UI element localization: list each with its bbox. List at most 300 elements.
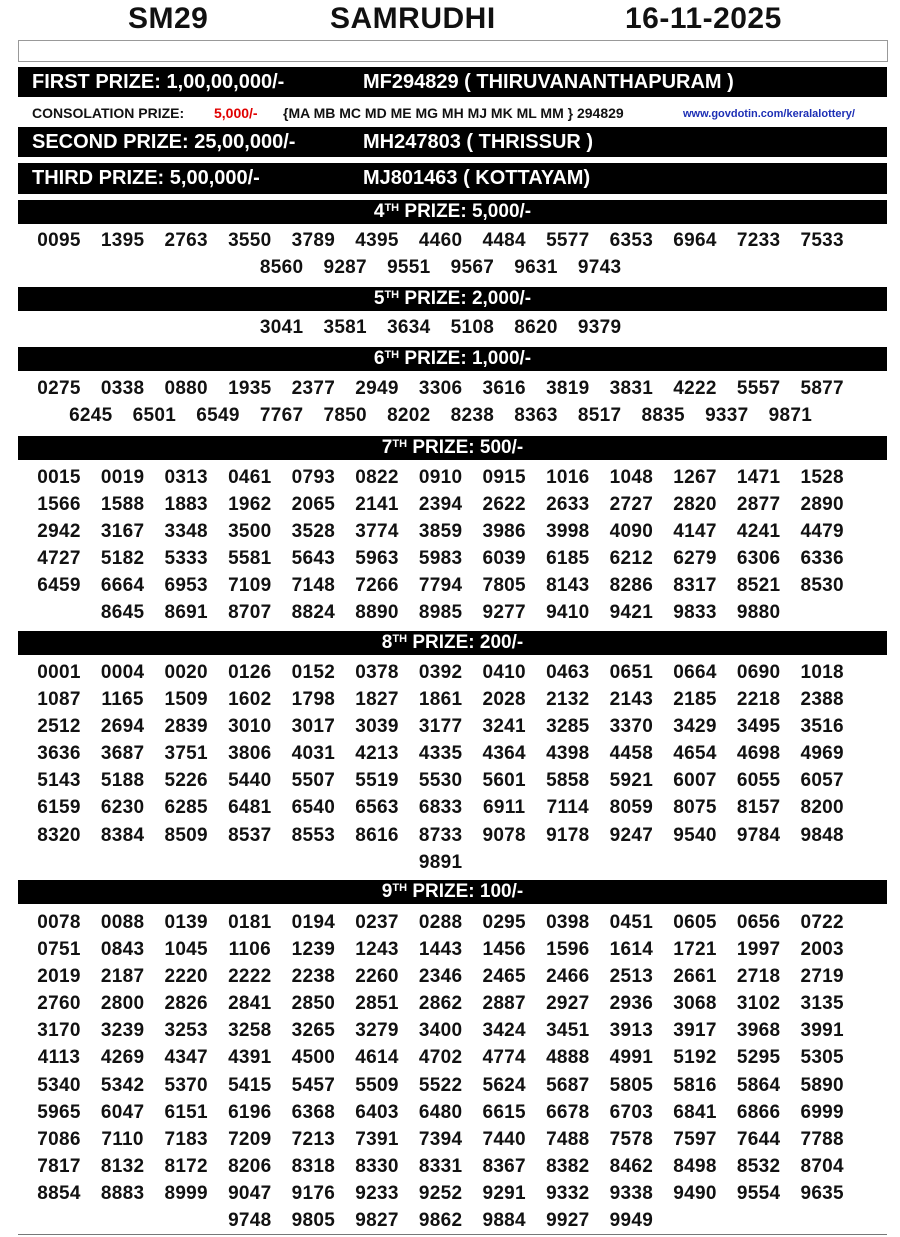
consolation-row [18, 101, 887, 125]
winning-number: 6336 [800, 548, 844, 570]
winning-number: 2826 [164, 993, 208, 1015]
winning-number: 3998 [546, 521, 590, 543]
winning-number: 6501 [132, 405, 177, 427]
winning-number: 2633 [546, 494, 590, 516]
winning-number: 7266 [355, 575, 399, 597]
winning-number: 3010 [228, 716, 272, 738]
winning-number: 1962 [228, 494, 272, 516]
winning-number: 5333 [164, 548, 208, 570]
winning-number: 7213 [291, 1128, 336, 1150]
winning-number: 7850 [323, 405, 367, 427]
winning-number: 4479 [800, 521, 844, 543]
prize-ordinal: 6 [373, 348, 385, 369]
winning-number: 3913 [609, 1020, 654, 1042]
winning-number: 4774 [482, 1047, 526, 1069]
winning-number: 2862 [418, 993, 463, 1015]
number-row [18, 572, 887, 599]
number-row [18, 545, 887, 572]
winning-number: 7533 [800, 230, 844, 251]
winning-number: 3039 [355, 716, 399, 738]
winning-number: 6212 [609, 548, 654, 570]
winning-number: 9567 [450, 257, 495, 279]
winning-number: 2143 [609, 689, 654, 711]
winning-number: 5983 [418, 548, 463, 570]
consolation-series: {MA MB MC MD ME MG MH MJ MK ML MM } 294829 [283, 105, 624, 121]
winning-number: 3241 [482, 716, 526, 738]
winning-number: 3348 [164, 521, 208, 543]
winning-number: 1443 [418, 939, 463, 961]
winning-number: 2377 [291, 378, 336, 399]
draw-date: 16-11-2025 [625, 2, 782, 35]
winning-number: 5530 [418, 770, 463, 792]
winning-number: 9884 [482, 1210, 526, 1232]
winning-number: 5188 [100, 770, 145, 792]
winning-number: 0910 [418, 467, 463, 488]
prize-header-4 [18, 200, 887, 224]
winning-number: 2260 [355, 966, 399, 988]
prize-header-7 [18, 436, 887, 460]
winning-number: 3528 [291, 521, 336, 543]
winning-number: 0843 [100, 939, 145, 961]
winning-number: 2019 [37, 966, 81, 988]
winning-number: 8330 [355, 1155, 399, 1177]
third-prize-label: THIRD PRIZE: 5,00,000/- [32, 167, 260, 189]
third-prize-result: MJ801463 ( KOTTAYAM) [363, 167, 591, 189]
winning-number: 8206 [228, 1155, 272, 1177]
winning-number: 3550 [228, 230, 272, 251]
number-row [18, 1126, 887, 1153]
winning-number: 9880 [736, 602, 781, 624]
winning-number: 9540 [673, 824, 717, 846]
winning-number: 3616 [482, 378, 526, 399]
winning-number: 5890 [800, 1074, 844, 1096]
winning-number: 9784 [736, 824, 781, 846]
prize-ordinal: 8 [381, 632, 393, 653]
winning-number: 4147 [673, 521, 717, 543]
winning-number: 5519 [355, 770, 399, 792]
winning-number: 9247 [609, 824, 654, 846]
winning-number: 3495 [736, 716, 781, 738]
winning-number: 0275 [37, 378, 81, 399]
winning-number: 8704 [800, 1155, 844, 1177]
winning-number: 4614 [355, 1047, 399, 1069]
winning-number: 4113 [37, 1047, 81, 1069]
winning-number: 1456 [482, 939, 526, 961]
winning-number: 4698 [736, 743, 781, 765]
winning-number: 7086 [37, 1128, 81, 1150]
winning-number: 9252 [418, 1182, 463, 1204]
winning-number: 2141 [355, 494, 399, 516]
winning-number: 6057 [800, 770, 844, 792]
winning-number: 3265 [291, 1020, 336, 1042]
winning-number: 9233 [355, 1182, 399, 1204]
winning-number: 1165 [101, 689, 144, 711]
winning-number: 0690 [736, 662, 781, 683]
winning-number: 5858 [546, 770, 590, 792]
winning-number: 0139 [164, 912, 208, 933]
winning-number: 3831 [609, 378, 654, 399]
winning-number: 2388 [800, 689, 844, 711]
winning-number: 2694 [100, 716, 145, 738]
winning-number: 6151 [164, 1101, 208, 1123]
winning-number: 5340 [37, 1074, 81, 1096]
winning-number: 7233 [736, 230, 781, 251]
winning-number: 2238 [291, 966, 336, 988]
winning-number: 3279 [355, 1020, 399, 1042]
winning-number: 0237 [355, 912, 399, 933]
winning-number: 5370 [164, 1074, 208, 1096]
number-row [18, 767, 887, 794]
winning-number: 6540 [291, 797, 336, 819]
winning-number: 0295 [482, 912, 526, 933]
winning-number: 9421 [609, 602, 654, 624]
winning-number: 0392 [418, 662, 463, 683]
winning-number: 2512 [37, 716, 81, 738]
winning-number: 8824 [291, 602, 336, 624]
winning-number: 0078 [37, 912, 81, 933]
winning-number: 9332 [546, 1182, 590, 1204]
winning-number: 2718 [736, 966, 781, 988]
winning-number: 4500 [291, 1047, 336, 1069]
winning-number: 3239 [100, 1020, 145, 1042]
winning-number: 4395 [355, 230, 399, 251]
winning-number: 0019 [100, 467, 145, 488]
winning-number: 8498 [673, 1155, 717, 1177]
winning-number: 7597 [673, 1128, 717, 1150]
winning-number: 4241 [736, 521, 781, 543]
winning-number: 2661 [673, 966, 717, 988]
winning-number: 7391 [355, 1128, 399, 1150]
winning-number: 5687 [546, 1074, 590, 1096]
prize-numbers-8 [18, 659, 887, 876]
winning-number: 3806 [228, 743, 272, 765]
prize-header-9 [18, 880, 887, 904]
winning-number: 2003 [800, 939, 844, 961]
number-row [18, 659, 887, 686]
winning-number: 9848 [800, 824, 844, 846]
winning-number: 8382 [546, 1155, 590, 1177]
winning-number: 1588 [100, 494, 145, 516]
winning-number: 5864 [736, 1074, 781, 1096]
winning-number: 4269 [100, 1047, 145, 1069]
winning-number: 8059 [609, 797, 654, 819]
winning-number: 5305 [800, 1047, 844, 1069]
winning-number: 8521 [736, 575, 781, 597]
winning-number: 4460 [418, 230, 463, 251]
winning-number: 3424 [482, 1020, 526, 1042]
winning-number: 9891 [418, 851, 463, 873]
prize-amount: PRIZE: 500/- [407, 437, 524, 458]
winning-number: 0015 [37, 467, 81, 488]
prize-ordinal-suffix: TH [384, 289, 400, 301]
winning-number: 8075 [673, 797, 717, 819]
winning-number: 1528 [800, 467, 844, 488]
winning-number: 0793 [291, 467, 336, 488]
number-row [18, 375, 887, 402]
winning-number: 7805 [482, 575, 526, 597]
winning-number: 3306 [418, 378, 463, 399]
winning-number: 2513 [609, 966, 654, 988]
winning-number: 8645 [100, 602, 145, 624]
winning-number: 3789 [291, 230, 336, 251]
winning-number: 7578 [609, 1128, 654, 1150]
winning-number: 4398 [546, 743, 590, 765]
winning-number: 8553 [291, 824, 336, 846]
prize-ordinal-suffix: TH [384, 349, 400, 361]
winning-number: 6999 [800, 1101, 844, 1123]
winning-number: 5509 [355, 1074, 399, 1096]
winning-number: 6353 [609, 230, 654, 251]
winning-number: 3017 [291, 716, 336, 738]
prize-amount: PRIZE: 100/- [407, 881, 524, 902]
third-prize-bar [18, 163, 887, 194]
winning-number: 8286 [609, 575, 654, 597]
winning-number: 0313 [164, 467, 208, 488]
winning-number: 9178 [546, 824, 590, 846]
winning-number: 6841 [673, 1101, 717, 1123]
winning-number: 8367 [482, 1155, 526, 1177]
winning-number: 4364 [482, 743, 526, 765]
winning-number: 8691 [164, 602, 208, 624]
winning-number: 2850 [291, 993, 336, 1015]
top-blank-box [18, 40, 888, 62]
winning-number: 3400 [418, 1020, 463, 1042]
winning-number: 0126 [228, 662, 272, 683]
winning-number: 1721 [673, 939, 717, 961]
number-row [18, 822, 887, 849]
winning-number: 2132 [546, 689, 590, 711]
winning-number: 0378 [355, 662, 399, 683]
winning-number: 9927 [546, 1210, 590, 1232]
winning-number: 2394 [418, 494, 463, 516]
winning-number: 3991 [800, 1020, 844, 1042]
winning-number: 1018 [800, 662, 844, 683]
first-prize-label: FIRST PRIZE: 1,00,00,000/- [32, 71, 285, 93]
number-row [18, 1072, 887, 1099]
winning-number: 7114 [546, 797, 589, 819]
prize-amount: PRIZE: 200/- [407, 632, 524, 653]
winning-number: 6368 [291, 1101, 336, 1123]
winning-number: 3751 [164, 743, 208, 765]
winning-number: 6039 [482, 548, 526, 570]
winning-number: 5415 [228, 1074, 272, 1096]
winning-number: 5457 [291, 1074, 336, 1096]
winning-number: 3986 [482, 521, 526, 543]
winning-number: 0152 [291, 662, 336, 683]
winning-number: 8157 [736, 797, 781, 819]
winning-number: 9871 [768, 405, 813, 427]
winning-number: 0410 [482, 662, 526, 683]
winning-number: 5295 [736, 1047, 781, 1069]
winning-number: 8320 [37, 824, 81, 846]
winning-number: 3917 [673, 1020, 717, 1042]
winning-number: 9291 [482, 1182, 526, 1204]
winning-number: 1935 [228, 378, 272, 399]
winning-number: 2065 [291, 494, 336, 516]
winning-number: 3177 [418, 716, 463, 738]
winning-number: 0194 [291, 912, 336, 933]
winning-number: 5581 [228, 548, 272, 570]
winning-number: 3253 [164, 1020, 208, 1042]
winning-number: 7209 [228, 1128, 272, 1150]
winning-number: 0181 [228, 912, 272, 933]
winning-number: 0461 [228, 467, 272, 488]
winning-number: 2877 [736, 494, 781, 516]
winning-number: 9287 [323, 257, 367, 279]
number-row [18, 909, 887, 936]
winning-number: 6055 [736, 770, 781, 792]
winning-number: 3859 [418, 521, 463, 543]
header [0, 0, 900, 40]
winning-number: 5816 [673, 1074, 717, 1096]
winning-number: 3170 [37, 1020, 81, 1042]
winning-number: 3451 [546, 1020, 590, 1042]
winning-number: 0088 [100, 912, 145, 933]
winning-number: 4222 [673, 378, 717, 399]
prize-amount: PRIZE: 2,000/- [399, 288, 532, 309]
winning-number: 4335 [418, 743, 463, 765]
winning-number: 8854 [37, 1182, 81, 1204]
number-row [18, 491, 887, 518]
winning-number: 6047 [100, 1101, 145, 1123]
winning-number: 7794 [418, 575, 463, 597]
winning-number: 2220 [164, 966, 208, 988]
winning-number: 8318 [291, 1155, 336, 1177]
winning-number: 6459 [37, 575, 81, 597]
winning-number: 8317 [673, 575, 717, 597]
prize-numbers-7 [18, 464, 887, 627]
winning-number: 2187 [100, 966, 145, 988]
winning-number: 8985 [418, 602, 463, 624]
winning-number: 5805 [609, 1074, 654, 1096]
number-row [18, 713, 887, 740]
winning-number: 7788 [800, 1128, 844, 1150]
winning-number: 8384 [100, 824, 145, 846]
winning-number: 5226 [164, 770, 208, 792]
number-row [18, 936, 887, 963]
second-prize-bar [18, 127, 887, 157]
winning-number: 4484 [482, 230, 526, 251]
winning-number: 0722 [800, 912, 844, 933]
winning-number: 1243 [355, 939, 399, 961]
winning-number: 0004 [100, 662, 145, 683]
winning-number: 1997 [736, 939, 781, 961]
lottery-name: SAMRUDHI [330, 2, 496, 35]
website-link[interactable]: www.govdotin.com/keralalottery/ [683, 108, 855, 120]
winning-number: 7817 [37, 1155, 81, 1177]
winning-number: 6285 [164, 797, 208, 819]
winning-number: 8707 [228, 602, 272, 624]
winning-number: 9631 [514, 257, 558, 279]
winning-number: 6481 [228, 797, 272, 819]
number-row [18, 1017, 887, 1044]
winning-number: 2763 [164, 230, 208, 251]
second-prize-label: SECOND PRIZE: 25,00,000/- [32, 131, 296, 153]
winning-number: 3687 [100, 743, 145, 765]
winning-number: 2890 [800, 494, 844, 516]
winning-number: 2028 [482, 689, 526, 711]
winning-number: 7394 [418, 1128, 463, 1150]
winning-number: 0288 [418, 912, 463, 933]
winning-number: 5522 [418, 1074, 463, 1096]
winning-number: 8999 [164, 1182, 208, 1204]
winning-number: 9805 [291, 1210, 336, 1232]
winning-number: 5182 [100, 548, 145, 570]
winning-number: 2942 [37, 521, 81, 543]
number-row [18, 990, 887, 1017]
winning-number: 6007 [673, 770, 717, 792]
winning-number: 7488 [546, 1128, 590, 1150]
winning-number: 3516 [800, 716, 844, 738]
winning-number: 9862 [418, 1210, 463, 1232]
winning-number: 8835 [641, 405, 685, 427]
winning-number: 1883 [164, 494, 208, 516]
winning-number: 6953 [164, 575, 208, 597]
winning-number: 6306 [736, 548, 781, 570]
winning-number: 0451 [609, 912, 654, 933]
winning-number: 2760 [37, 993, 81, 1015]
winning-number: 9827 [355, 1210, 399, 1232]
winning-number: 1602 [228, 689, 272, 711]
winning-number: 3258 [228, 1020, 272, 1042]
winning-number: 5192 [673, 1047, 717, 1069]
winning-number: 0095 [37, 230, 81, 251]
winning-number: 6703 [609, 1101, 654, 1123]
winning-number: 3285 [546, 716, 590, 738]
winning-number: 8363 [514, 405, 558, 427]
winning-number: 6615 [482, 1101, 526, 1123]
winning-number: 1045 [164, 939, 208, 961]
winning-number: 9833 [673, 602, 717, 624]
prize-numbers-5 [18, 314, 887, 341]
winning-number: 7440 [482, 1128, 526, 1150]
winning-number: 6664 [100, 575, 145, 597]
winning-number: 9949 [609, 1210, 654, 1232]
winning-number: 6159 [37, 797, 81, 819]
winning-number: 2719 [800, 966, 844, 988]
winning-number: 3968 [736, 1020, 781, 1042]
winning-number: 7183 [164, 1128, 208, 1150]
winning-number: 4347 [164, 1047, 208, 1069]
winning-number: 9379 [577, 317, 622, 338]
winning-number: 5921 [609, 770, 654, 792]
winning-number: 5877 [800, 378, 844, 399]
winning-number: 2465 [482, 966, 526, 988]
winning-number: 9554 [736, 1182, 781, 1204]
winning-number: 3102 [736, 993, 781, 1015]
number-row [18, 599, 887, 626]
prize-numbers-6 [18, 375, 887, 429]
winning-number: 4090 [609, 521, 654, 543]
number-row [18, 740, 887, 767]
winning-number: 8462 [609, 1155, 654, 1177]
number-row [18, 794, 887, 821]
winning-number: 3167 [100, 521, 145, 543]
winning-number: 6185 [546, 548, 590, 570]
first-prize-bar [18, 67, 887, 97]
winning-number: 1395 [100, 230, 145, 251]
prize-ordinal-suffix: TH [392, 882, 408, 894]
winning-number: 5577 [546, 230, 590, 251]
winning-number: 9410 [546, 602, 590, 624]
winning-number: 4654 [673, 743, 717, 765]
winning-number: 2800 [100, 993, 145, 1015]
winning-number: 8616 [355, 824, 399, 846]
winning-number: 8202 [387, 405, 431, 427]
winning-number: 7109 [228, 575, 272, 597]
winning-number: 3429 [673, 716, 717, 738]
prize-ordinal-suffix: TH [392, 633, 408, 645]
